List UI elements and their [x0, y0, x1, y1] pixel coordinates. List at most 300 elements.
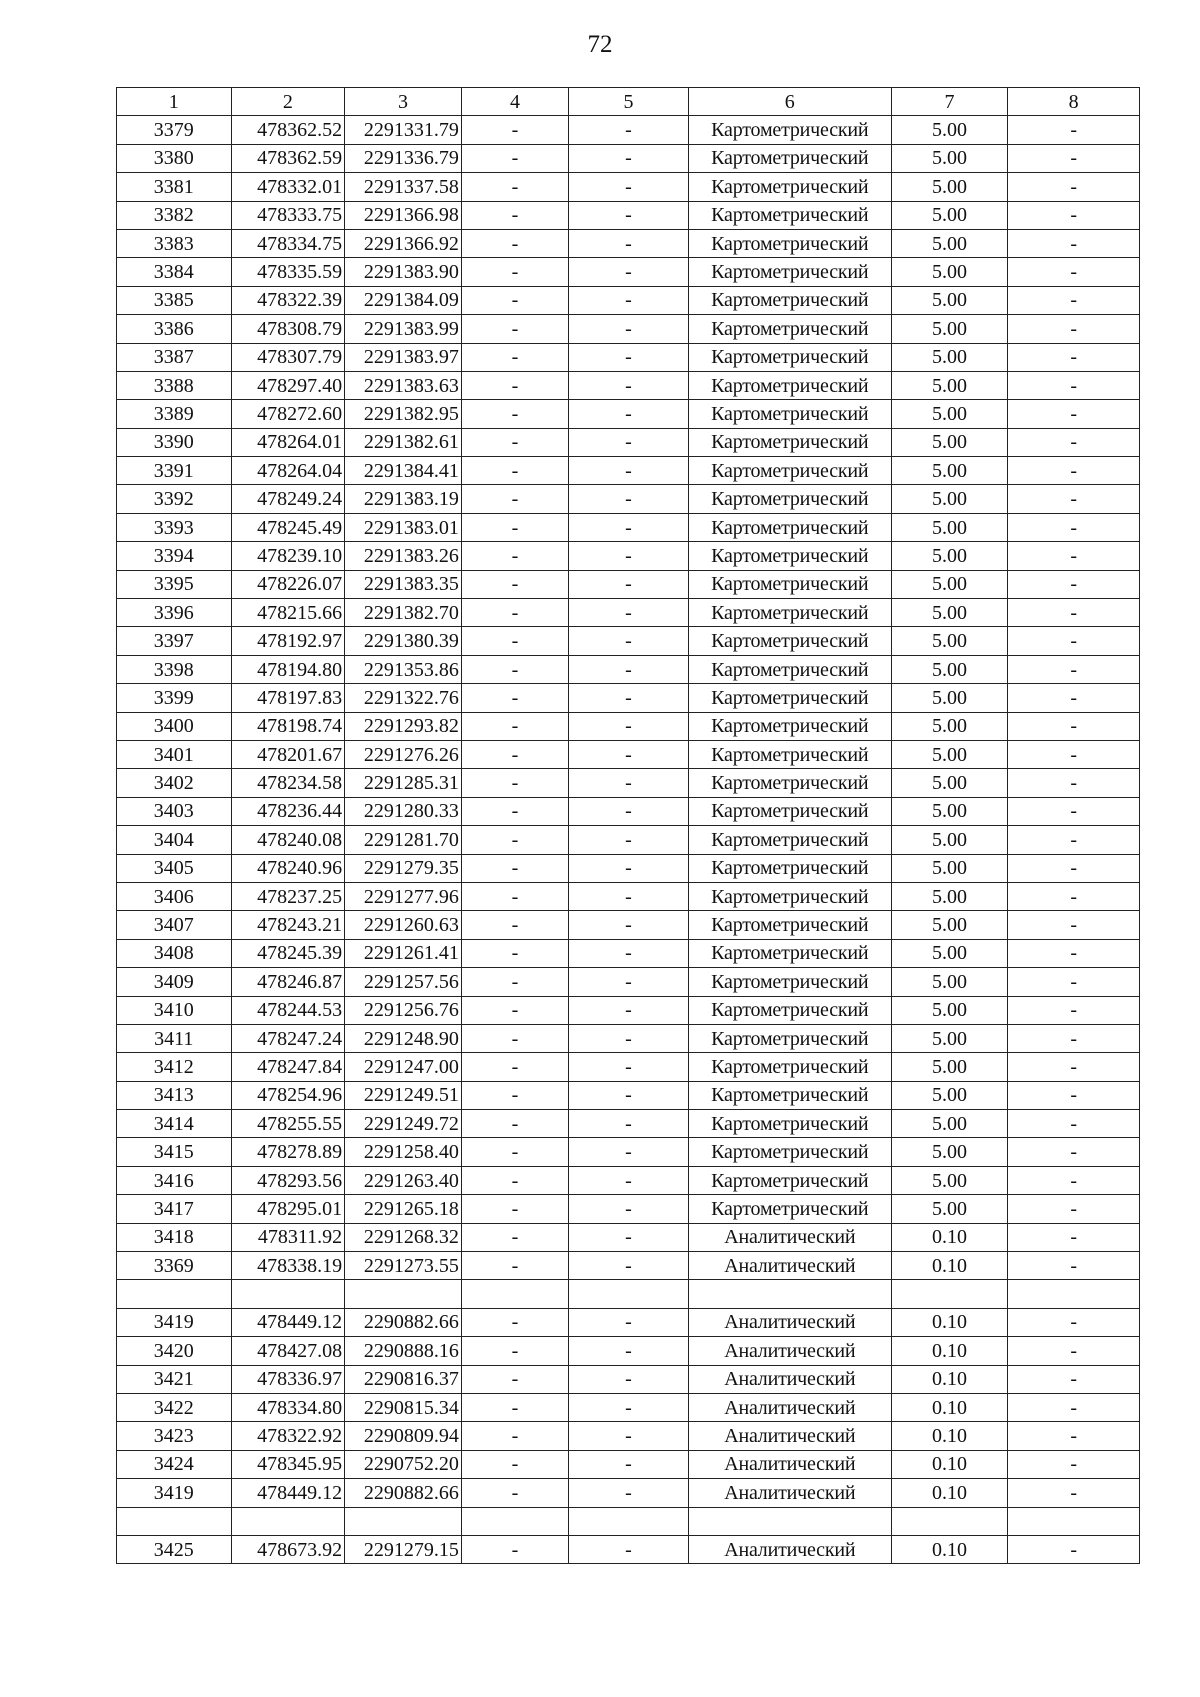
accuracy-cell: 5.00 [891, 627, 1008, 655]
point-number-cell: 3409 [117, 968, 232, 996]
y-coordinate-cell: 2290882.66 [345, 1308, 462, 1336]
column-4-cell: - [461, 939, 568, 967]
x-coordinate-cell: 478240.96 [231, 854, 345, 882]
column-5-cell: - [569, 400, 689, 428]
y-coordinate-cell: 2291384.09 [345, 286, 462, 314]
table-row [117, 769, 1140, 797]
column-8-cell: - [1008, 1110, 1140, 1138]
x-coordinate-cell: 478332.01 [231, 173, 345, 201]
y-coordinate-cell: 2291383.99 [345, 315, 462, 343]
y-coordinate-cell: 2291382.70 [345, 599, 462, 627]
column-4-cell: - [461, 684, 568, 712]
accuracy-cell: 0.10 [891, 1252, 1008, 1280]
y-coordinate-cell: 2291293.82 [345, 712, 462, 740]
method-cell [688, 1507, 891, 1535]
method-cell: Картометрический [688, 173, 891, 201]
column-4-cell: - [461, 1024, 568, 1052]
column-4-cell: - [461, 400, 568, 428]
table-row [117, 343, 1140, 371]
point-number-cell: 3390 [117, 428, 232, 456]
column-4-cell: - [461, 1308, 568, 1336]
x-coordinate-cell: 478427.08 [231, 1337, 345, 1365]
x-coordinate-cell: 478336.97 [231, 1365, 345, 1393]
accuracy-cell: 5.00 [891, 769, 1008, 797]
method-cell: Картометрический [688, 1138, 891, 1166]
method-cell: Аналитический [688, 1450, 891, 1478]
y-coordinate-cell: 2291279.15 [345, 1535, 462, 1563]
point-number-cell: 3379 [117, 116, 232, 144]
y-coordinate-cell: 2291261.41 [345, 939, 462, 967]
y-coordinate-cell: 2291384.41 [345, 457, 462, 485]
column-8-cell: - [1008, 570, 1140, 598]
accuracy-cell [891, 1507, 1008, 1535]
method-cell: Картометрический [688, 627, 891, 655]
point-number-cell: 3382 [117, 201, 232, 229]
column-5-cell: - [569, 1308, 689, 1336]
point-number-cell: 3407 [117, 911, 232, 939]
table-row [117, 258, 1140, 286]
method-cell: Картометрический [688, 1166, 891, 1194]
column-8-cell: - [1008, 1337, 1140, 1365]
column-5-cell: - [569, 712, 689, 740]
column-8-cell: - [1008, 116, 1140, 144]
method-cell: Картометрический [688, 1081, 891, 1109]
y-coordinate-cell: 2291280.33 [345, 797, 462, 825]
x-coordinate-cell: 478234.58 [231, 769, 345, 797]
point-number-cell: 3406 [117, 882, 232, 910]
x-coordinate-cell: 478333.75 [231, 201, 345, 229]
column-5-cell [569, 1280, 689, 1308]
column-5-cell: - [569, 968, 689, 996]
y-coordinate-cell: 2291331.79 [345, 116, 462, 144]
x-coordinate-cell: 478239.10 [231, 542, 345, 570]
column-5-cell: - [569, 1393, 689, 1421]
y-coordinate-cell: 2291383.19 [345, 485, 462, 513]
table-row [117, 144, 1140, 172]
method-cell: Аналитический [688, 1535, 891, 1563]
column-4-cell: - [461, 1053, 568, 1081]
point-number-cell [117, 1507, 232, 1535]
column-4-cell: - [461, 513, 568, 541]
y-coordinate-cell: 2291256.76 [345, 996, 462, 1024]
column-5-cell: - [569, 1535, 689, 1563]
accuracy-cell: 5.00 [891, 173, 1008, 201]
y-coordinate-cell: 2291383.63 [345, 371, 462, 399]
method-cell: Картометрический [688, 599, 891, 627]
column-5-cell: - [569, 116, 689, 144]
table-row [117, 1365, 1140, 1393]
y-coordinate-cell: 2291249.72 [345, 1110, 462, 1138]
y-coordinate-cell: 2291366.92 [345, 229, 462, 257]
column-8-cell: - [1008, 343, 1140, 371]
column-5-cell: - [569, 1479, 689, 1507]
point-number-cell [117, 1280, 232, 1308]
x-coordinate-cell: 478311.92 [231, 1223, 345, 1251]
y-coordinate-cell: 2291249.51 [345, 1081, 462, 1109]
point-number-cell: 3425 [117, 1535, 232, 1563]
table-row [117, 513, 1140, 541]
table-row [117, 116, 1140, 144]
accuracy-cell: 5.00 [891, 1195, 1008, 1223]
method-cell: Аналитический [688, 1422, 891, 1450]
column-4-cell: - [461, 1393, 568, 1421]
column-5-cell: - [569, 1450, 689, 1478]
x-coordinate-cell: 478245.49 [231, 513, 345, 541]
column-8-cell: - [1008, 996, 1140, 1024]
column-8-cell: - [1008, 684, 1140, 712]
method-cell: Картометрический [688, 826, 891, 854]
point-number-cell: 3423 [117, 1422, 232, 1450]
method-cell: Картометрический [688, 1024, 891, 1052]
column-5-cell: - [569, 1081, 689, 1109]
x-coordinate-cell: 478308.79 [231, 315, 345, 343]
method-cell: Картометрический [688, 1195, 891, 1223]
column-4-cell: - [461, 428, 568, 456]
x-coordinate-cell: 478247.84 [231, 1053, 345, 1081]
x-coordinate-cell: 478201.67 [231, 740, 345, 768]
column-4-cell: - [461, 1223, 568, 1251]
column-8-cell: - [1008, 1138, 1140, 1166]
column-8-cell: - [1008, 1053, 1140, 1081]
x-coordinate-cell: 478243.21 [231, 911, 345, 939]
point-number-cell: 3400 [117, 712, 232, 740]
method-cell: Картометрический [688, 457, 891, 485]
point-number-cell: 3405 [117, 854, 232, 882]
y-coordinate-cell: 2290752.20 [345, 1450, 462, 1478]
x-coordinate-cell: 478307.79 [231, 343, 345, 371]
column-4-cell: - [461, 570, 568, 598]
x-coordinate-cell: 478297.40 [231, 371, 345, 399]
method-cell: Аналитический [688, 1308, 891, 1336]
accuracy-cell: 5.00 [891, 740, 1008, 768]
point-number-cell: 3383 [117, 229, 232, 257]
column-4-cell: - [461, 1110, 568, 1138]
table-row [117, 1479, 1140, 1507]
method-cell: Аналитический [688, 1252, 891, 1280]
x-coordinate-cell: 478449.12 [231, 1308, 345, 1336]
column-8-cell: - [1008, 1308, 1140, 1336]
method-cell: Картометрический [688, 939, 891, 967]
column-8-cell: - [1008, 1479, 1140, 1507]
y-coordinate-cell: 2291285.31 [345, 769, 462, 797]
column-5-cell: - [569, 684, 689, 712]
column-4-cell: - [461, 996, 568, 1024]
accuracy-cell: 5.00 [891, 1024, 1008, 1052]
accuracy-cell: 5.00 [891, 1166, 1008, 1194]
x-coordinate-cell: 478338.19 [231, 1252, 345, 1280]
column-4-cell: - [461, 116, 568, 144]
point-number-cell: 3395 [117, 570, 232, 598]
point-number-cell: 3386 [117, 315, 232, 343]
accuracy-cell: 5.00 [891, 939, 1008, 967]
table-row [117, 826, 1140, 854]
column-8-cell: - [1008, 542, 1140, 570]
point-number-cell: 3396 [117, 599, 232, 627]
table-row [117, 1195, 1140, 1223]
column-header: 2 [231, 88, 345, 116]
accuracy-cell: 5.00 [891, 1081, 1008, 1109]
method-cell: Картометрический [688, 854, 891, 882]
column-5-cell: - [569, 371, 689, 399]
y-coordinate-cell: 2291258.40 [345, 1138, 462, 1166]
table-row [117, 1252, 1140, 1280]
column-4-cell: - [461, 1195, 568, 1223]
method-cell: Картометрический [688, 996, 891, 1024]
column-8-cell: - [1008, 457, 1140, 485]
table-row [117, 854, 1140, 882]
accuracy-cell: 5.00 [891, 1110, 1008, 1138]
method-cell: Картометрический [688, 485, 891, 513]
column-header: 5 [569, 88, 689, 116]
point-number-cell: 3401 [117, 740, 232, 768]
accuracy-cell [891, 1280, 1008, 1308]
y-coordinate-cell: 2290888.16 [345, 1337, 462, 1365]
column-4-cell: - [461, 229, 568, 257]
x-coordinate-cell: 478246.87 [231, 968, 345, 996]
table-row [117, 1337, 1140, 1365]
table-row [117, 542, 1140, 570]
point-number-cell: 3413 [117, 1081, 232, 1109]
accuracy-cell: 5.00 [891, 712, 1008, 740]
method-cell: Картометрический [688, 258, 891, 286]
x-coordinate-cell: 478272.60 [231, 400, 345, 428]
column-4-cell: - [461, 343, 568, 371]
column-8-cell: - [1008, 1223, 1140, 1251]
table-row [117, 1422, 1140, 1450]
column-4-cell: - [461, 371, 568, 399]
table-row [117, 655, 1140, 683]
accuracy-cell: 5.00 [891, 286, 1008, 314]
column-4-cell: - [461, 1450, 568, 1478]
column-8-cell: - [1008, 769, 1140, 797]
table-row [117, 1280, 1140, 1308]
coordinates-table [116, 87, 1140, 1564]
column-8-cell: - [1008, 1195, 1140, 1223]
column-8-cell: - [1008, 144, 1140, 172]
method-cell: Картометрический [688, 797, 891, 825]
x-coordinate-cell: 478335.59 [231, 258, 345, 286]
column-8-cell: - [1008, 1365, 1140, 1393]
column-4-cell: - [461, 968, 568, 996]
accuracy-cell: 5.00 [891, 542, 1008, 570]
x-coordinate-cell: 478362.52 [231, 116, 345, 144]
y-coordinate-cell: 2291383.90 [345, 258, 462, 286]
column-5-cell: - [569, 1195, 689, 1223]
column-8-cell [1008, 1280, 1140, 1308]
x-coordinate-cell: 478245.39 [231, 939, 345, 967]
column-8-cell: - [1008, 911, 1140, 939]
column-header: 7 [891, 88, 1008, 116]
column-5-cell: - [569, 229, 689, 257]
x-coordinate-cell: 478278.89 [231, 1138, 345, 1166]
point-number-cell: 3408 [117, 939, 232, 967]
point-number-cell: 3419 [117, 1308, 232, 1336]
x-coordinate-cell: 478197.83 [231, 684, 345, 712]
x-coordinate-cell: 478236.44 [231, 797, 345, 825]
column-8-cell: - [1008, 400, 1140, 428]
column-8-cell: - [1008, 173, 1140, 201]
y-coordinate-cell: 2291336.79 [345, 144, 462, 172]
method-cell: Картометрический [688, 911, 891, 939]
method-cell: Аналитический [688, 1393, 891, 1421]
x-coordinate-cell: 478198.74 [231, 712, 345, 740]
accuracy-cell: 0.10 [891, 1337, 1008, 1365]
column-4-cell: - [461, 826, 568, 854]
column-8-cell: - [1008, 599, 1140, 627]
column-header: 1 [117, 88, 232, 116]
accuracy-cell: 5.00 [891, 258, 1008, 286]
point-number-cell: 3419 [117, 1479, 232, 1507]
point-number-cell: 3422 [117, 1393, 232, 1421]
accuracy-cell: 5.00 [891, 854, 1008, 882]
column-5-cell: - [569, 882, 689, 910]
accuracy-cell: 5.00 [891, 229, 1008, 257]
column-8-cell: - [1008, 1393, 1140, 1421]
method-cell: Картометрический [688, 570, 891, 598]
column-4-cell: - [461, 1422, 568, 1450]
table-row [117, 315, 1140, 343]
point-number-cell: 3420 [117, 1337, 232, 1365]
column-4-cell: - [461, 1535, 568, 1563]
point-number-cell: 3398 [117, 655, 232, 683]
column-8-cell: - [1008, 968, 1140, 996]
accuracy-cell: 5.00 [891, 996, 1008, 1024]
point-number-cell: 3384 [117, 258, 232, 286]
y-coordinate-cell [345, 1280, 462, 1308]
method-cell [688, 1280, 891, 1308]
y-coordinate-cell: 2291268.32 [345, 1223, 462, 1251]
method-cell: Картометрический [688, 144, 891, 172]
table-body [117, 116, 1140, 1564]
accuracy-cell: 5.00 [891, 968, 1008, 996]
y-coordinate-cell: 2291383.01 [345, 513, 462, 541]
point-number-cell: 3404 [117, 826, 232, 854]
x-coordinate-cell: 478322.92 [231, 1422, 345, 1450]
method-cell: Картометрический [688, 655, 891, 683]
point-number-cell: 3397 [117, 627, 232, 655]
point-number-cell: 3417 [117, 1195, 232, 1223]
column-8-cell: - [1008, 655, 1140, 683]
x-coordinate-cell: 478449.12 [231, 1479, 345, 1507]
y-coordinate-cell: 2291277.96 [345, 882, 462, 910]
method-cell: Картометрический [688, 684, 891, 712]
point-number-cell: 3388 [117, 371, 232, 399]
x-coordinate-cell [231, 1280, 345, 1308]
accuracy-cell: 5.00 [891, 201, 1008, 229]
table-row [117, 1138, 1140, 1166]
y-coordinate-cell: 2291322.76 [345, 684, 462, 712]
y-coordinate-cell: 2291263.40 [345, 1166, 462, 1194]
point-number-cell: 3394 [117, 542, 232, 570]
accuracy-cell: 5.00 [891, 911, 1008, 939]
column-4-cell: - [461, 1252, 568, 1280]
column-4-cell: - [461, 144, 568, 172]
x-coordinate-cell: 478247.24 [231, 1024, 345, 1052]
table-row [117, 740, 1140, 768]
column-8-cell: - [1008, 485, 1140, 513]
y-coordinate-cell: 2291382.61 [345, 428, 462, 456]
accuracy-cell: 5.00 [891, 599, 1008, 627]
y-coordinate-cell: 2291260.63 [345, 911, 462, 939]
column-5-cell: - [569, 1166, 689, 1194]
column-4-cell: - [461, 655, 568, 683]
x-coordinate-cell: 478226.07 [231, 570, 345, 598]
column-8-cell: - [1008, 371, 1140, 399]
column-5-cell: - [569, 740, 689, 768]
column-4-cell: - [461, 173, 568, 201]
y-coordinate-cell: 2290815.34 [345, 1393, 462, 1421]
column-8-cell: - [1008, 797, 1140, 825]
column-4-cell: - [461, 1081, 568, 1109]
column-5-cell: - [569, 173, 689, 201]
column-8-cell: - [1008, 315, 1140, 343]
column-4-cell: - [461, 797, 568, 825]
table-row [117, 684, 1140, 712]
column-5-cell: - [569, 1365, 689, 1393]
column-4-cell: - [461, 542, 568, 570]
table-row [117, 457, 1140, 485]
y-coordinate-cell: 2291380.39 [345, 627, 462, 655]
column-5-cell: - [569, 513, 689, 541]
method-cell: Картометрический [688, 712, 891, 740]
column-8-cell: - [1008, 1535, 1140, 1563]
table-row [117, 1393, 1140, 1421]
column-4-cell: - [461, 911, 568, 939]
column-5-cell: - [569, 627, 689, 655]
x-coordinate-cell: 478295.01 [231, 1195, 345, 1223]
method-cell: Аналитический [688, 1337, 891, 1365]
accuracy-cell: 0.10 [891, 1535, 1008, 1563]
accuracy-cell: 5.00 [891, 343, 1008, 371]
method-cell: Картометрический [688, 286, 891, 314]
x-coordinate-cell: 478194.80 [231, 655, 345, 683]
column-8-cell: - [1008, 627, 1140, 655]
column-5-cell: - [569, 1223, 689, 1251]
method-cell: Картометрический [688, 542, 891, 570]
y-coordinate-cell: 2291383.97 [345, 343, 462, 371]
x-coordinate-cell: 478673.92 [231, 1535, 345, 1563]
accuracy-cell: 0.10 [891, 1223, 1008, 1251]
column-8-cell: - [1008, 854, 1140, 882]
point-number-cell: 3387 [117, 343, 232, 371]
column-5-cell: - [569, 655, 689, 683]
x-coordinate-cell: 478192.97 [231, 627, 345, 655]
table-row [117, 400, 1140, 428]
table-row [117, 173, 1140, 201]
column-8-cell: - [1008, 1081, 1140, 1109]
point-number-cell: 3385 [117, 286, 232, 314]
column-8-cell: - [1008, 826, 1140, 854]
x-coordinate-cell: 478293.56 [231, 1166, 345, 1194]
point-number-cell: 3402 [117, 769, 232, 797]
accuracy-cell: 5.00 [891, 371, 1008, 399]
column-4-cell: - [461, 201, 568, 229]
x-coordinate-cell: 478244.53 [231, 996, 345, 1024]
x-coordinate-cell: 478255.55 [231, 1110, 345, 1138]
table-row [117, 428, 1140, 456]
column-4-cell [461, 1280, 568, 1308]
accuracy-cell: 5.00 [891, 116, 1008, 144]
y-coordinate-cell: 2291279.35 [345, 854, 462, 882]
method-cell: Картометрический [688, 400, 891, 428]
x-coordinate-cell: 478249.24 [231, 485, 345, 513]
accuracy-cell: 5.00 [891, 1138, 1008, 1166]
column-5-cell: - [569, 315, 689, 343]
column-5-cell: - [569, 1110, 689, 1138]
table-row [117, 1081, 1140, 1109]
y-coordinate-cell: 2291257.56 [345, 968, 462, 996]
x-coordinate-cell [231, 1507, 345, 1535]
